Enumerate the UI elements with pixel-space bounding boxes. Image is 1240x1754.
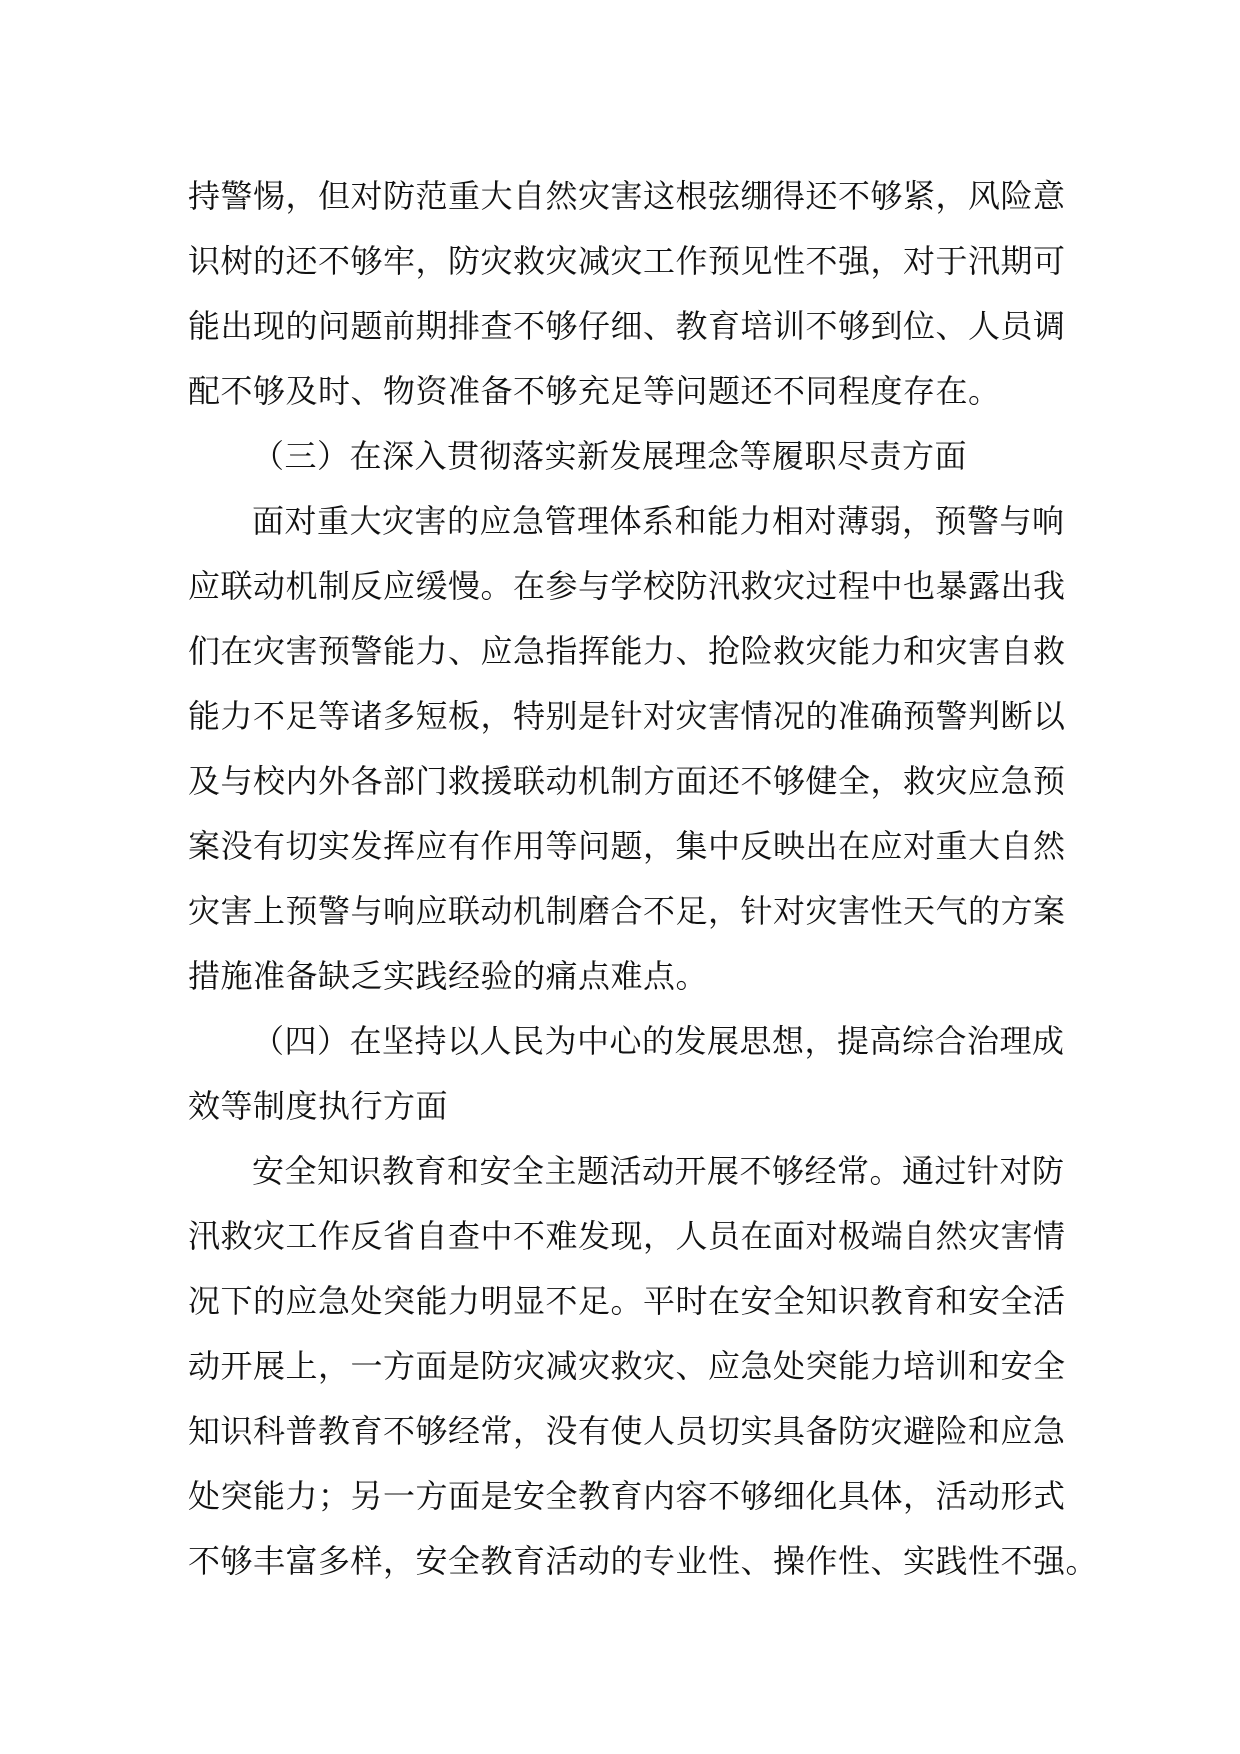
paragraph-section-4 [188, 1139, 1099, 1594]
text-line: 能力不足等诸多短板，特别是针对灾害情况的准确预警判断以 [188, 697, 1066, 735]
heading-line: 效等制度执行方面 [188, 1087, 449, 1125]
text-line: 持警惕，但对防范重大自然灾害这根弦绷得还不够紧，风险意 [188, 177, 1066, 215]
heading-line: （三）在深入贯彻落实新发展理念等履职尽责方面 [252, 437, 968, 475]
section-heading-4 [188, 1009, 1068, 1139]
paragraph-section-3 [188, 489, 1068, 1009]
text-line: 况下的应急处突能力明显不足。平时在安全知识教育和安全活 [188, 1282, 1066, 1320]
text-line: 措施准备缺乏实践经验的痛点难点。 [188, 957, 709, 995]
text-line: 处突能力；另一方面是安全教育内容不够细化具体，活动形式 [188, 1477, 1066, 1515]
heading-line: （四）在坚持以人民为中心的发展思想，提高综合治理成 [252, 1022, 1065, 1060]
text-line: 动开展上，一方面是防灾减灾救灾、应急处突能力培训和安全 [188, 1347, 1066, 1385]
text-line: 及与校内外各部门救援联动机制方面还不够健全，救灾应急预 [188, 762, 1066, 800]
text-line: 知识科普教育不够经常，没有使人员切实具备防灾避险和应急 [188, 1412, 1066, 1450]
document-page [188, 164, 1099, 1594]
text-line: 配不够及时、物资准备不够充足等问题还不同程度存在。 [188, 372, 1001, 410]
text-line: 不够丰富多样，安全教育活动的专业性、操作性、实践性不强。 [188, 1542, 1099, 1580]
text-line: 识树的还不够牢，防灾救灾减灾工作预见性不强，对于汛期可 [188, 242, 1066, 280]
text-line: 应联动机制反应缓慢。在参与学校防汛救灾过程中也暴露出我 [188, 567, 1066, 605]
paragraph-continuation [188, 164, 1068, 424]
text-line: 案没有切实发挥应有作用等问题，集中反映出在应对重大自然 [188, 827, 1066, 865]
text-line: 们在灾害预警能力、应急指挥能力、抢险救灾能力和灾害自救 [188, 632, 1066, 670]
text-line: 汛救灾工作反省自查中不难发现，人员在面对极端自然灾害情 [188, 1217, 1066, 1255]
text-line: 能出现的问题前期排查不够仔细、教育培训不够到位、人员调 [188, 307, 1066, 345]
section-heading-3 [188, 424, 1068, 489]
text-line: 灾害上预警与响应联动机制磨合不足，针对灾害性天气的方案 [188, 892, 1066, 930]
text-line: 安全知识教育和安全主题活动开展不够经常。通过针对防 [252, 1152, 1065, 1190]
text-line: 面对重大灾害的应急管理体系和能力相对薄弱，预警与响 [252, 502, 1065, 540]
